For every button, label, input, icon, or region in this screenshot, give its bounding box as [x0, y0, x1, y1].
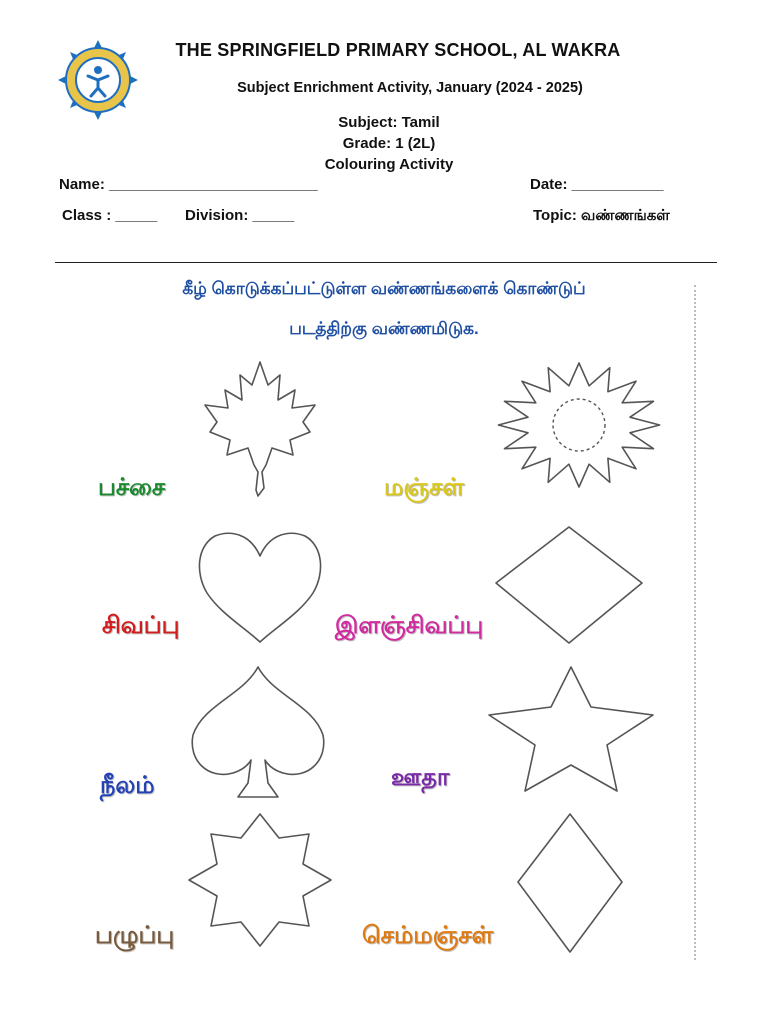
school-name: THE SPRINGFIELD PRIMARY SCHOOL, AL WAKRA — [175, 40, 621, 60]
name-field: Name: _________________________ — [59, 176, 318, 193]
activity-subtitle: Subject Enrichment Activity, January (2024 - 2025) — [237, 80, 583, 96]
color-word-pink: இளஞ்சிவப்பு — [335, 612, 484, 639]
activity-title: Colouring Activity — [324, 156, 454, 173]
topic-field: Topic: வண்ணங்கள் — [533, 207, 670, 224]
subject-line: Subject: Tamil — [338, 114, 440, 131]
rhombus-icon — [494, 525, 644, 645]
color-word-red: சிவப்பு — [102, 612, 180, 639]
date-field: Date: ___________ — [530, 176, 664, 193]
star-icon — [485, 665, 657, 795]
page-edge-dots — [694, 285, 696, 960]
header-divider — [55, 262, 717, 263]
instruction-line-1: கீழ் கொடுக்கப்பட்டுள்ள வண்ணங்களைக் கொண்டுப் — [182, 279, 586, 298]
color-word-brown: பழுப்பு — [95, 922, 175, 949]
color-word-blue: நீலம் — [100, 772, 155, 799]
maple-leaf-icon — [200, 360, 320, 500]
class-field: Class : _____ — [62, 207, 158, 224]
spade-icon — [188, 665, 328, 803]
color-word-yellow: மஞ்சள் — [384, 474, 465, 501]
color-word-purple: ஊதா — [391, 764, 450, 791]
instruction-line-2: படத்திற்கு வண்ணமிடுக. — [289, 319, 479, 338]
eight-point-star-icon — [185, 812, 335, 948]
heart-icon — [195, 528, 325, 646]
division-field: Division: _____ — [185, 207, 295, 224]
color-word-green: பச்சை — [98, 474, 166, 501]
grade-line: Grade: 1 (2L) — [342, 135, 436, 152]
color-word-orange: செம்மஞ்சள் — [362, 922, 494, 949]
diamond-icon — [515, 812, 625, 954]
sun-icon — [495, 360, 663, 490]
